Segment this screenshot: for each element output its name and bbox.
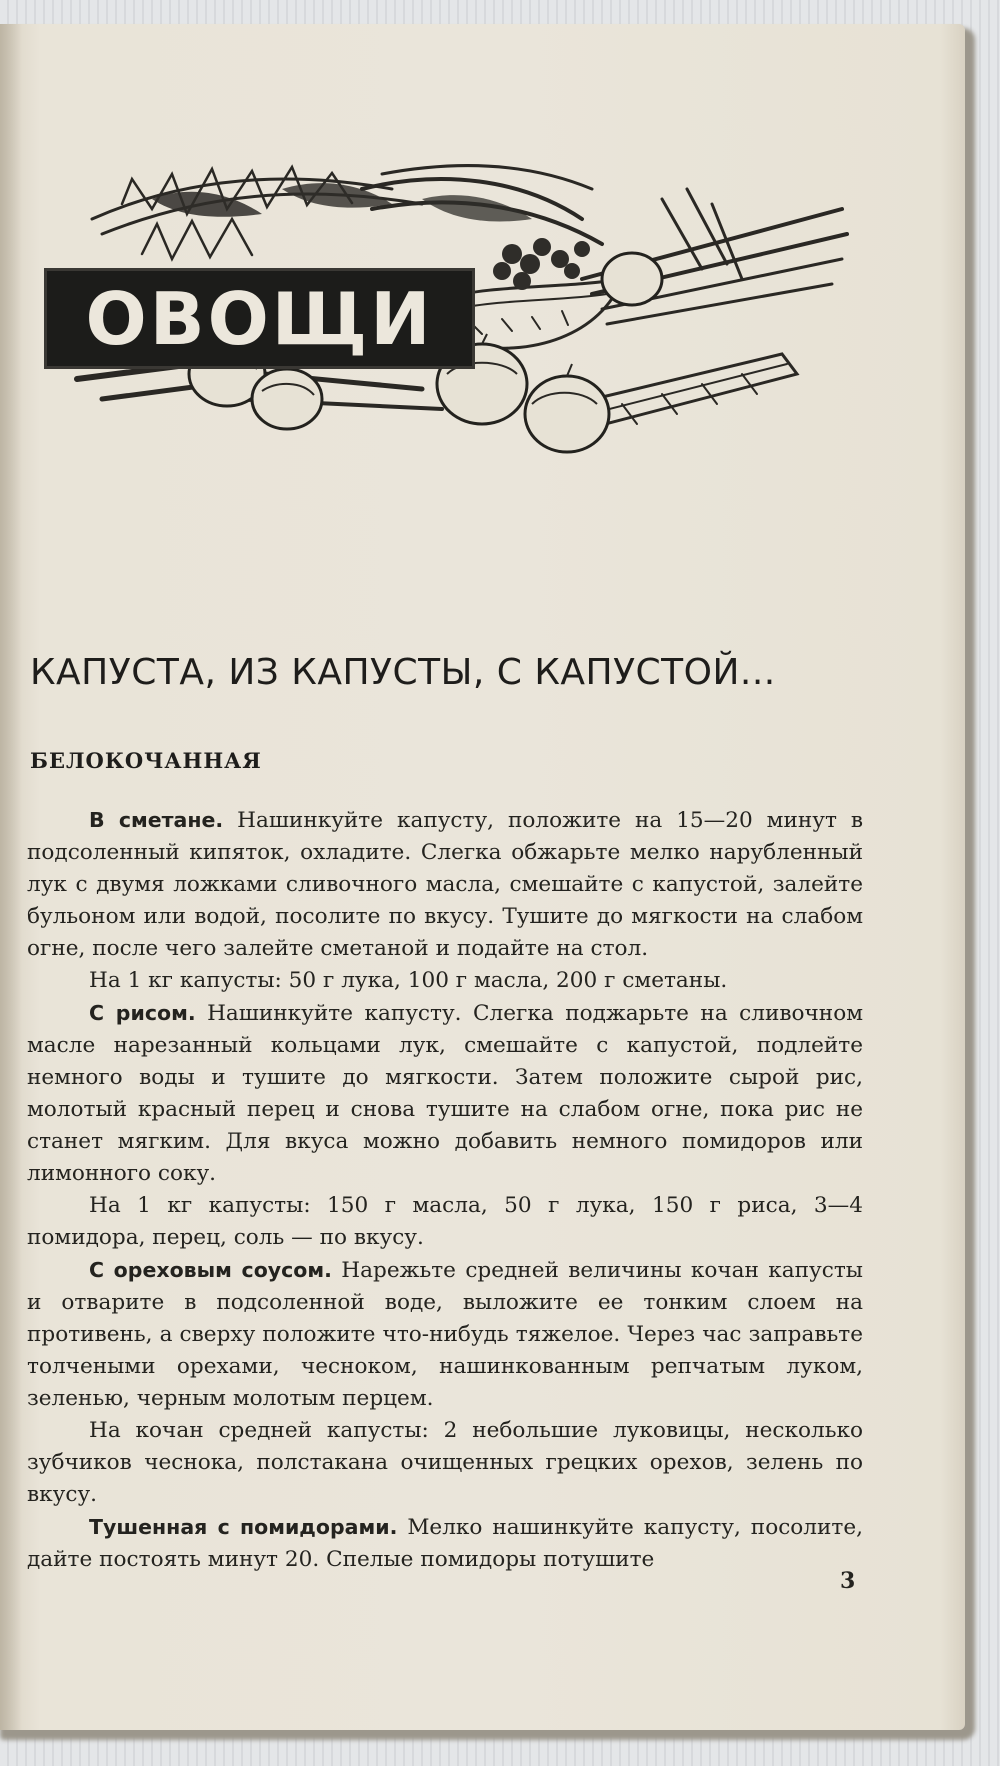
paragraph-text: На 1 кг капусты: 50 г лука, 100 г масла, 200 г сметаны. [89,968,728,993]
paragraph-text: Нашинкуйте капусту. Слегка поджарьте на сливочном масле нарезанный кольцами лук, смешайте с капустой, подлейте немного воды и тушите до мягкости. Затем положите сырой рис, молотый красный перец и снова тушите на слабом огне, пока рис не станет мягким. Для вкуса можно добавить немного помидоров или лимонного соку. [27,1001,863,1186]
chapter-banner [47,271,472,366]
page-edge-shade [0,24,22,1730]
paragraph-text: Нашинкуйте капусту, положите на 15—20 минут в подсоленный кипяток, охладите. Слегка обжарьте мелко нарубленный лук с двумя ложками сливочного масла, смешайте с капустой, залейте бульоном или водой, посолите по вкусу. Тушите до мягкости на слабом огне, после чего залейте сметаной и подайте на стол. [27,808,863,961]
paragraph [27,1511,863,1576]
book-page [0,24,965,1730]
recipe-name: В сметане. [89,808,224,832]
subheading: БЕЛОКОЧАННАЯ [30,748,262,773]
paragraph [27,804,863,965]
section-title: КАПУСТА, ИЗ КАПУСТЫ, С КАПУСТОЙ... [30,652,776,693]
paragraph [27,1190,863,1254]
recipe-name: С рисом. [89,1001,196,1025]
page-number: 3 [840,1568,856,1594]
paragraph-text: Мелко нашинкуйте капусту, посолите, дайте постоять минут 20. Спелые помидоры потушите [27,1515,863,1572]
chapter-title: ОВОЩИ [85,276,434,361]
paragraph [27,1415,863,1511]
paragraph [27,1254,863,1415]
paragraph [27,997,863,1190]
paragraph-text: На кочан средней капусты: 2 небольшие луковицы, несколько зубчиков чеснока, полстакана очищенных грецких орехов, зелень по вкусу. [27,1418,863,1507]
recipe-name: С ореховым соусом. [89,1258,332,1282]
paragraph-text: На 1 кг капусты: 150 г масла, 50 г лука, 150 г риса, 3—4 помидора, перец, соль — по вкусу. [27,1193,863,1250]
paragraph [27,965,863,997]
recipe-text [27,804,863,1576]
paragraph-text: Нарежьте средней величины кочан капусты и отварите в подсоленной воде, выложите ее тонким слоем на противень, а сверху положите что-нибудь тяжелое. Через час заправьте толчеными орехами, чесноком, нашинкованным репчатым луком, зеленью, черным молотым перцем. [27,1258,863,1411]
recipe-name: Тушенная с помидорами. [89,1515,398,1539]
